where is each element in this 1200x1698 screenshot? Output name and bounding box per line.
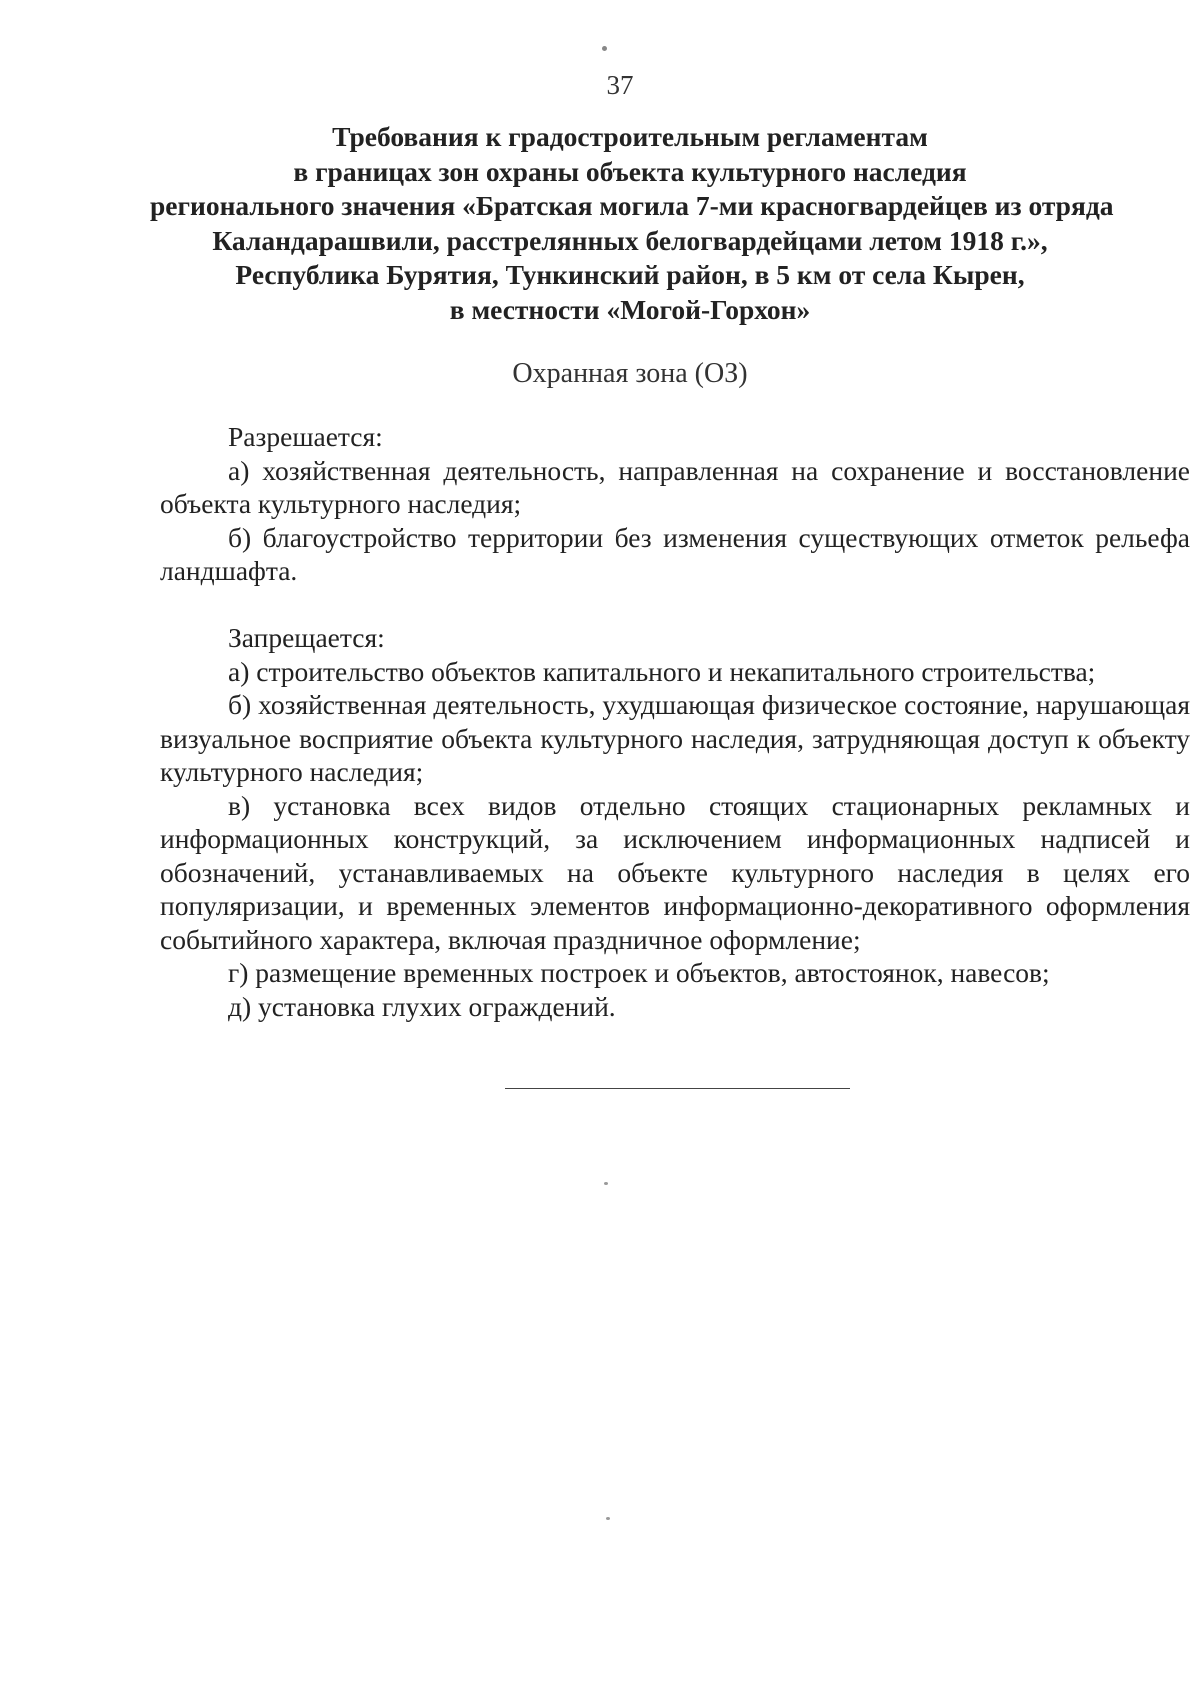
prohibited-item: д) установка глухих ограждений. bbox=[228, 990, 616, 1022]
separator-line bbox=[505, 1088, 850, 1089]
title-line: в границах зон охраны объекта культурного наследия bbox=[293, 155, 967, 187]
scan-speck bbox=[604, 1182, 608, 1185]
zone-title: Охранная зона (ОЗ) bbox=[512, 358, 748, 389]
prohibited-item: а) строительство объектов капитального и некапитального строительства; bbox=[228, 655, 1096, 687]
title-line: регионального значения «Братская могила 7-ми красногвардейцев из отряда bbox=[150, 190, 1114, 221]
scan-speck bbox=[606, 1517, 610, 1520]
prohibited-heading: Запрещается: bbox=[228, 622, 385, 653]
page-number: 37 bbox=[606, 70, 634, 100]
scan-speck bbox=[602, 46, 607, 51]
prohibited-item: б) хозяйственная деятельность, ухудшающая физическое состояние, нарушающая визуальное восприятие объекта культурного наследия, затрудняющая доступ к объекту культурного наследия; bbox=[160, 689, 1190, 787]
title-line: Каландарашвили, расстрелянных белогвардейцами летом 1918 г.», bbox=[212, 224, 1048, 256]
title-line: Республика Бурятия, Тункинский район, в 5 км от села Кырен, bbox=[235, 259, 1025, 290]
permitted-item: б) благоустройство территории без изменения существующих отметок рельефа ландшафта. bbox=[160, 521, 1190, 586]
permitted-heading: Разрешается: bbox=[228, 421, 383, 452]
document-body bbox=[160, 420, 1190, 1023]
document-title bbox=[150, 120, 1114, 327]
title-line: Требования к градостроительным регламентам bbox=[332, 121, 928, 152]
prohibited-item: в) установка всех видов отдельно стоящих стационарных рекламных и информационных конструкций, за исключением информационных надписей и обозначений, устанавливаемых на объекте культурного наследия в целях его популяризации, и временных элементов информационно-декоративного оформления событийного характера, включая праздничное оформление; bbox=[160, 789, 1190, 955]
prohibited-item: г) размещение временных построек и объектов, автостоянок, навесов; bbox=[228, 957, 1050, 988]
permitted-item: а) хозяйственная деятельность, направленная на сохранение и восстановление объекта культурного наследия; bbox=[160, 454, 1190, 519]
title-line: в местности «Могой-Горхон» bbox=[449, 293, 811, 325]
prohibited-section bbox=[160, 621, 1190, 1023]
permitted-section bbox=[160, 420, 1190, 588]
